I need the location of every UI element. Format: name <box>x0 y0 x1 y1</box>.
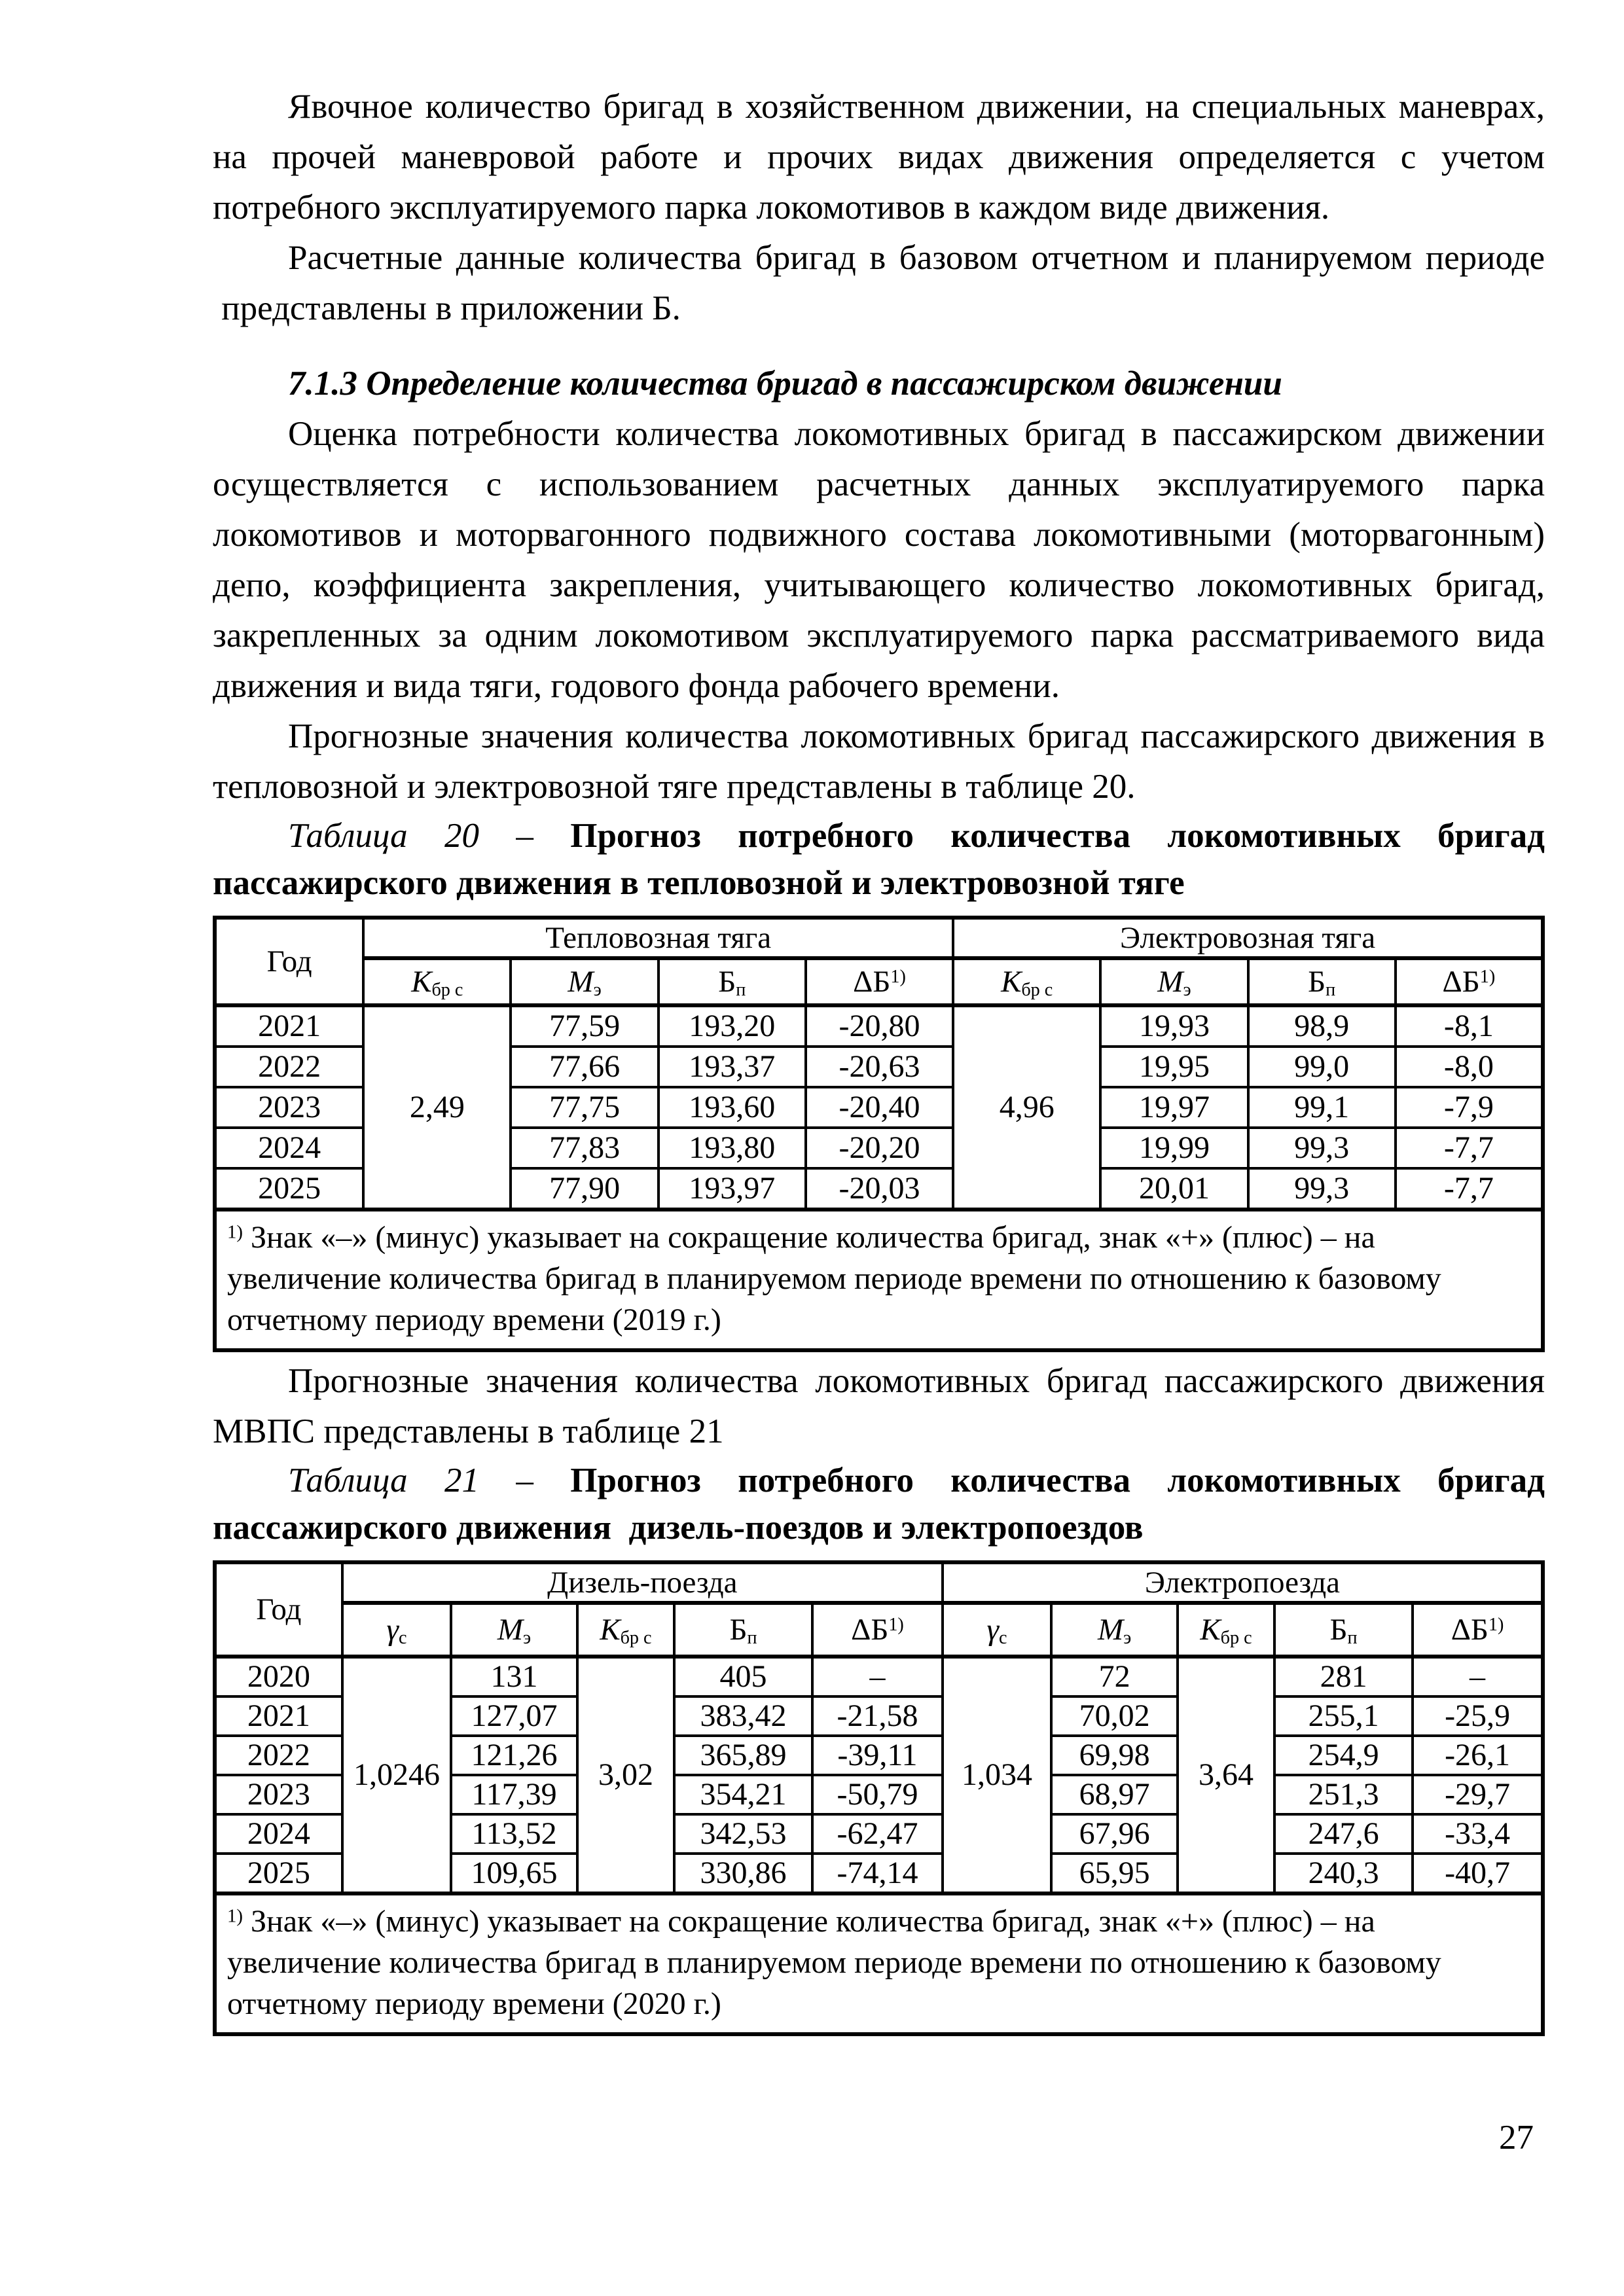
value-cell: -20,03 <box>806 1168 953 1210</box>
value-cell: 69,98 <box>1051 1736 1178 1775</box>
year-cell: 2022 <box>215 1736 342 1775</box>
value-cell: 131 <box>451 1657 577 1696</box>
value-cell: 121,26 <box>451 1736 577 1775</box>
kbr-header: $К_{бр с}$ <box>363 958 511 1005</box>
me-header: $М_э$ <box>451 1603 577 1657</box>
value-cell: 19,99 <box>1100 1128 1248 1168</box>
table21-header-symbols <box>215 1603 1543 1657</box>
footnote-marker: 1) <box>227 1221 243 1243</box>
page-number: 27 <box>1499 2119 1534 2157</box>
bp-header: $Б_п$ <box>659 958 806 1005</box>
paragraph-assessment: Оценка потребности количества локомотивных бригад в пассажирском движении осуществляется с использованием расчетных данных эксплуатируемого парка локомотивов и моторвагонного подвижного состава локомотивными (моторвагонным) депо, коэффициента закрепления, учитывающего количество локомотивных бригад, закрепленных за одним локомотивом эксплуатируемого парка рассматриваемого вида движения и вида тяги, годового фонда рабочего времени. <box>213 415 1545 705</box>
delta-b-header: ΔБ$^{1)}$ <box>806 958 953 1005</box>
value-cell: -7,7 <box>1396 1128 1543 1168</box>
value-cell: 99,3 <box>1248 1168 1396 1210</box>
table21-year-header: Год <box>215 1562 342 1657</box>
table20-footnote <box>215 1210 1543 1350</box>
value-cell: 77,83 <box>511 1128 658 1168</box>
table-20 <box>213 916 1545 1352</box>
value-cell: 77,75 <box>511 1087 658 1128</box>
value-cell: 99,3 <box>1248 1128 1396 1168</box>
paragraph-forecast-traction: Прогнозные значения количества локомотивных бригад пассажирского движения в тепловозной и электровозной тяге представлены в таблице 20. <box>213 717 1545 806</box>
footnote-text: Знак «–» (минус) указывает на сокращение количества бригад, знак «+» (плюс) – на увеличение количества бригад в планируемом периоде времени по отношению к базовому отчетному периоду времени (2020 г.) <box>227 1904 1441 2021</box>
value-cell: 193,20 <box>659 1005 806 1047</box>
value-cell: 77,90 <box>511 1168 658 1210</box>
value-cell: 68,97 <box>1051 1775 1178 1814</box>
value-cell: 77,66 <box>511 1047 658 1087</box>
value-cell: 127,07 <box>451 1696 577 1736</box>
value-cell: 20,01 <box>1100 1168 1248 1210</box>
value-cell: 240,3 <box>1274 1854 1413 1893</box>
value-cell: 2,49 <box>363 1005 511 1210</box>
value-cell: – <box>1413 1657 1543 1696</box>
value-cell: 19,95 <box>1100 1047 1248 1087</box>
table21-group-electric-trains: Электропоезда <box>943 1562 1543 1603</box>
value-cell: 365,89 <box>674 1736 812 1775</box>
me-header: $М_э$ <box>1100 958 1248 1005</box>
year-cell: 2021 <box>215 1005 363 1047</box>
me-header: $М_э$ <box>511 958 658 1005</box>
value-cell: 193,97 <box>659 1168 806 1210</box>
value-cell: -20,20 <box>806 1128 953 1168</box>
section-heading-7-1-3: 7.1.3 Определение количества бригад в пассажирском движении <box>288 365 1282 403</box>
year-cell: 2023 <box>215 1775 342 1814</box>
value-cell: 19,97 <box>1100 1087 1248 1128</box>
value-cell: -8,1 <box>1396 1005 1543 1047</box>
year-cell: 2024 <box>215 1814 342 1854</box>
paragraph-attendance: Явочное количество бригад в хозяйственном движении, на специальных маневрах, на прочей маневровой работе и прочих видах движения определяется с учетом потребного эксплуатируемого парка локомотивов в каждом виде движения. <box>213 88 1545 226</box>
table21-caption-label: Таблица 21 <box>288 1462 480 1499</box>
value-cell: 254,9 <box>1274 1736 1413 1775</box>
table20-header-symbols <box>215 958 1543 1005</box>
table20-caption-title: Прогноз потребного количества локомотивных бригад пассажирского движения в тепловозной и электровозной тяге <box>213 817 1545 902</box>
value-cell: -20,63 <box>806 1047 953 1087</box>
value-cell: 193,60 <box>659 1087 806 1128</box>
value-cell: 342,53 <box>674 1814 812 1854</box>
table21-caption <box>213 1457 1545 1551</box>
value-cell: 3,02 <box>577 1657 674 1893</box>
value-cell: 3,64 <box>1178 1657 1274 1893</box>
value-cell: 255,1 <box>1274 1696 1413 1736</box>
value-cell: 330,86 <box>674 1854 812 1893</box>
footnote-text: Знак «–» (минус) указывает на сокращение количества бригад, знак «+» (плюс) – на увеличение количества бригад в планируемом периоде времени по отношению к базовому отчетному периоду времени (2019 г.) <box>227 1220 1441 1337</box>
value-cell: -8,0 <box>1396 1047 1543 1087</box>
me-header: $М_э$ <box>1051 1603 1178 1657</box>
table20-caption-dash: – <box>516 817 533 855</box>
kbr-header: $К_{бр с}$ <box>953 958 1100 1005</box>
value-cell: -39,11 <box>812 1736 943 1775</box>
value-cell: 98,9 <box>1248 1005 1396 1047</box>
paragraph-forecast-mvps: Прогнозные значения количества локомотивных бригад пассажирского движения МВПС представлены в таблице 21 <box>213 1362 1545 1450</box>
value-cell: 65,95 <box>1051 1854 1178 1893</box>
table20-group-electric-traction: Электровозная тяга <box>953 918 1543 958</box>
kbr-header: $К_{бр с}$ <box>577 1603 674 1657</box>
table21-group-diesel-trains: Дизель-поезда <box>342 1562 943 1603</box>
gamma-header: $\gamma_с$ <box>943 1603 1051 1657</box>
table20-caption <box>213 812 1545 906</box>
year-cell: 2020 <box>215 1657 342 1696</box>
bp-header: $Б_п$ <box>1248 958 1396 1005</box>
value-cell: -21,58 <box>812 1696 943 1736</box>
value-cell: 251,3 <box>1274 1775 1413 1814</box>
value-cell: 1,0246 <box>342 1657 451 1893</box>
value-cell: 1,034 <box>943 1657 1051 1893</box>
year-cell: 2021 <box>215 1696 342 1736</box>
value-cell: -29,7 <box>1413 1775 1543 1814</box>
value-cell: 193,37 <box>659 1047 806 1087</box>
table21-header-groups <box>215 1562 1543 1603</box>
value-cell: 99,0 <box>1248 1047 1396 1087</box>
value-cell: -20,40 <box>806 1087 953 1128</box>
table-row <box>215 1005 1543 1047</box>
value-cell: 77,59 <box>511 1005 658 1047</box>
year-cell: 2023 <box>215 1087 363 1128</box>
footnote-marker: 1) <box>227 1905 243 1927</box>
value-cell: 281 <box>1274 1657 1413 1696</box>
table20-group-diesel-traction: Тепловозная тяга <box>363 918 953 958</box>
value-cell: 193,80 <box>659 1128 806 1168</box>
value-cell: 67,96 <box>1051 1814 1178 1854</box>
value-cell: 109,65 <box>451 1854 577 1893</box>
value-cell: -33,4 <box>1413 1814 1543 1854</box>
value-cell: -25,9 <box>1413 1696 1543 1736</box>
kbr-header: $К_{бр с}$ <box>1178 1603 1274 1657</box>
value-cell: 99,1 <box>1248 1087 1396 1128</box>
value-cell: 247,6 <box>1274 1814 1413 1854</box>
value-cell: -74,14 <box>812 1854 943 1893</box>
value-cell: -62,47 <box>812 1814 943 1854</box>
value-cell: -26,1 <box>1413 1736 1543 1775</box>
delta-b-header: ΔБ$^{1)}$ <box>812 1603 943 1657</box>
table21-caption-dash: – <box>516 1462 533 1499</box>
table20-year-header: Год <box>215 918 363 1005</box>
value-cell: 72 <box>1051 1657 1178 1696</box>
year-cell: 2025 <box>215 1168 363 1210</box>
value-cell: 113,52 <box>451 1814 577 1854</box>
value-cell: 383,42 <box>674 1696 812 1736</box>
value-cell: 354,21 <box>674 1775 812 1814</box>
value-cell: 19,93 <box>1100 1005 1248 1047</box>
value-cell: -7,9 <box>1396 1087 1543 1128</box>
table20-footnote-row <box>215 1210 1543 1350</box>
table21-footnote-row <box>215 1893 1543 2034</box>
value-cell: -7,7 <box>1396 1168 1543 1210</box>
value-cell: -20,80 <box>806 1005 953 1047</box>
table20-header-groups <box>215 918 1543 958</box>
value-cell: -40,7 <box>1413 1854 1543 1893</box>
year-cell: 2024 <box>215 1128 363 1168</box>
paragraph-calculated-data: Расчетные данные количества бригад в базовом отчетном и планируемом периоде представлены в приложении Б. <box>213 239 1545 327</box>
value-cell: 70,02 <box>1051 1696 1178 1736</box>
table-21 <box>213 1560 1545 2036</box>
value-cell: 4,96 <box>953 1005 1100 1210</box>
year-cell: 2022 <box>215 1047 363 1087</box>
value-cell: -50,79 <box>812 1775 943 1814</box>
bp-header: $Б_п$ <box>674 1603 812 1657</box>
gamma-header: $\gamma_с$ <box>342 1603 451 1657</box>
value-cell: 117,39 <box>451 1775 577 1814</box>
table20-caption-label: Таблица 20 <box>288 817 480 855</box>
value-cell: 405 <box>674 1657 812 1696</box>
delta-b-header: ΔБ$^{1)}$ <box>1413 1603 1543 1657</box>
table-row <box>215 1657 1543 1696</box>
bp-header: $Б_п$ <box>1274 1603 1413 1657</box>
year-cell: 2025 <box>215 1854 342 1893</box>
table21-footnote <box>215 1893 1543 2034</box>
delta-b-header: ΔБ$^{1)}$ <box>1396 958 1543 1005</box>
table21-caption-title: Прогноз потребного количества локомотивных бригад пассажирского движения дизель-поездов и электропоездов <box>213 1462 1545 1547</box>
value-cell: – <box>812 1657 943 1696</box>
